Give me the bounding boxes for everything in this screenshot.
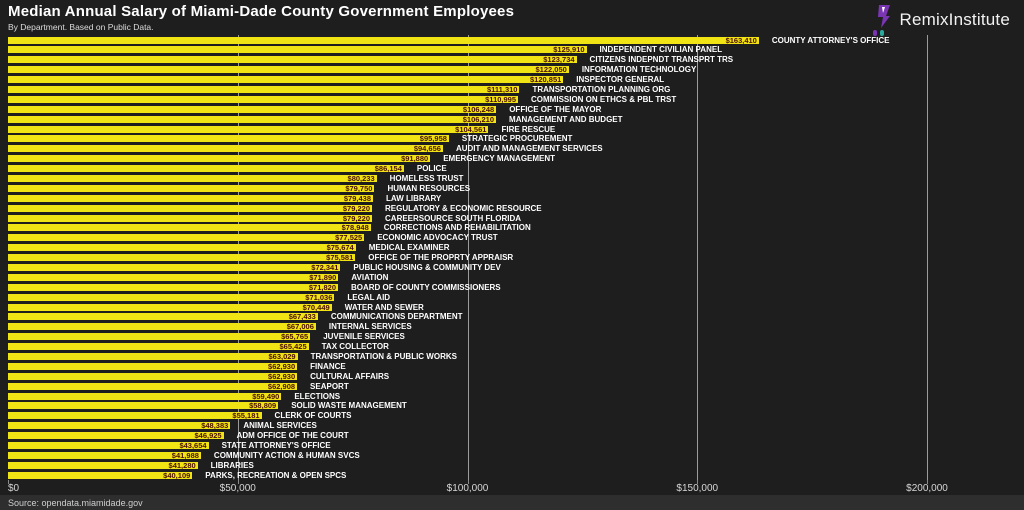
- bar-row: [8, 173, 1016, 183]
- department-label: CULTURAL AFFAIRS: [310, 371, 390, 381]
- bar-value-label: $78,948: [341, 223, 369, 233]
- salary-bar: [8, 333, 310, 340]
- bar-row: [8, 183, 1016, 193]
- department-label: MANAGEMENT AND BUDGET: [509, 114, 623, 124]
- bar-value-label: $62,908: [267, 381, 296, 391]
- page-title: Median Annual Salary of Miami-Dade County Government Employees: [8, 3, 515, 20]
- bar-row: [8, 253, 1016, 263]
- bar-value-label: $110,995: [485, 94, 517, 104]
- brand-name: RemixInstitute: [899, 10, 1010, 29]
- bar-row: [8, 391, 1016, 401]
- department-label: MEDICAL EXAMINER: [368, 243, 450, 253]
- bar-row: [8, 154, 1016, 164]
- department-label: BOARD OF COUNTY COMMISSIONERS: [351, 282, 501, 292]
- salary-bar: [8, 155, 430, 162]
- department-label: CITIZENS INDEPNDT TRANSPRT TRS: [589, 55, 734, 65]
- salary-bar: [8, 106, 496, 113]
- department-label: SOLID WASTE MANAGEMENT: [291, 401, 407, 411]
- bar-row: [8, 124, 1016, 134]
- axis-tick-label: $50,000: [219, 483, 256, 494]
- bar-value-label: $59,490: [252, 391, 280, 401]
- bar-value-label: $55,181: [232, 411, 260, 421]
- bar-value-label: $58,809: [249, 401, 277, 411]
- department-label: EMERGENCY MANAGEMENT: [443, 154, 556, 164]
- department-label: LIBRARIES: [210, 460, 254, 470]
- bar-value-label: $40,109: [163, 470, 191, 480]
- salary-bar: [8, 432, 224, 439]
- salary-bar: [8, 145, 443, 152]
- bar-value-label: $106,248: [462, 104, 495, 114]
- bar-row: [8, 164, 1016, 174]
- bar-value-label: $75,581: [326, 253, 354, 263]
- department-label: PUBLIC HOUSING & COMMUNITY DEV: [353, 262, 501, 272]
- department-label: AVIATION: [351, 272, 389, 282]
- bar-row: [8, 440, 1016, 450]
- salary-bar: [8, 412, 262, 419]
- salary-bar: [8, 37, 759, 44]
- bar-row: [8, 262, 1016, 272]
- bar-value-label: $71,036: [305, 292, 333, 302]
- salary-bar: [8, 254, 355, 261]
- axis-tick-label: $100,000: [446, 483, 489, 494]
- department-label: ANIMAL SERVICES: [243, 421, 317, 431]
- department-label: COMMUNICATIONS DEPARTMENT: [330, 312, 463, 322]
- bar-value-label: $120,851: [530, 75, 562, 85]
- salary-bar: [8, 284, 338, 291]
- department-label: WATER AND SEWER: [344, 302, 424, 312]
- bar-value-label: $122,050: [535, 65, 567, 75]
- salary-bar: [8, 76, 563, 83]
- bar-row: [8, 421, 1016, 431]
- brand-logo: [873, 4, 1010, 34]
- axis-tick-label: $0: [8, 483, 20, 494]
- bar-row: [8, 203, 1016, 213]
- salary-bar: [8, 422, 230, 429]
- bar-value-label: $163,410: [725, 35, 757, 45]
- salary-bar: [8, 373, 297, 380]
- bar-row: [8, 431, 1016, 441]
- bar-value-label: $43,654: [179, 440, 207, 450]
- department-label: OFFICE OF THE PROPRTY APPRAISR: [368, 253, 514, 263]
- bar-row: [8, 312, 1016, 322]
- bar-row: [8, 411, 1016, 421]
- department-label: HUMAN RESOURCES: [387, 183, 471, 193]
- bar-value-label: $63,029: [268, 351, 296, 361]
- salary-bar: [8, 304, 332, 311]
- axis-tick-label: $200,000: [906, 483, 948, 494]
- department-label: POLICE: [416, 164, 447, 174]
- salary-bar: [8, 363, 297, 370]
- bar-row: [8, 401, 1016, 411]
- salary-bar: [8, 224, 371, 231]
- bar-value-label: $75,674: [326, 243, 354, 253]
- bar-row: [8, 282, 1016, 292]
- department-label: ECONOMIC ADVOCACY TRUST: [377, 233, 498, 243]
- bar-value-label: $41,280: [168, 460, 196, 470]
- bar-value-label: $79,750: [345, 183, 373, 193]
- salary-bar: [8, 234, 364, 241]
- bar-value-label: $71,820: [308, 282, 336, 292]
- salary-bar: [8, 393, 281, 400]
- bar-value-label: $86,154: [374, 164, 402, 174]
- bar-row: [8, 243, 1016, 253]
- salary-bar: [8, 313, 318, 320]
- x-axis: [0, 480, 1024, 496]
- department-label: PARKS, RECREATION & OPEN SPCS: [205, 470, 347, 480]
- bar-row: [8, 114, 1016, 124]
- salary-bar: [8, 135, 449, 142]
- salary-bar: [8, 46, 587, 53]
- bar-value-label: $65,425: [279, 342, 307, 352]
- bar-row: [8, 332, 1016, 342]
- bar-row: [8, 342, 1016, 352]
- department-label: SEAPORT: [310, 381, 349, 391]
- salary-bar: [8, 215, 372, 222]
- bar-row: [8, 272, 1016, 282]
- bar-row: [8, 193, 1016, 203]
- salary-bar: [8, 66, 569, 73]
- bar-row: [8, 371, 1016, 381]
- salary-bar: [8, 126, 488, 133]
- salary-bar: [8, 343, 309, 350]
- bar-row: [8, 233, 1016, 243]
- department-label: TRANSPORTATION & PUBLIC WORKS: [310, 351, 457, 361]
- bar-value-label: $65,765: [281, 332, 309, 342]
- bar-value-label: $106,210: [462, 114, 495, 124]
- department-label: INFORMATION TECHNOLOGY: [581, 65, 697, 75]
- chart-subtitle: By Department. Based on Public Data.: [8, 22, 154, 32]
- department-label: INTERNAL SERVICES: [328, 322, 412, 332]
- bar-row: [8, 460, 1016, 470]
- salary-bar: [8, 452, 201, 459]
- bar-value-label: $79,220: [342, 213, 371, 223]
- bar-value-label: $67,433: [288, 312, 316, 322]
- bar-value-label: $72,341: [311, 262, 339, 272]
- brand-logo-icon: [873, 4, 893, 34]
- salary-bar: [8, 274, 338, 281]
- department-label: INDEPENDENT CIVILIAN PANEL: [599, 45, 723, 55]
- source-note: Source: opendata.miamidade.gov: [8, 497, 143, 508]
- bar-row: [8, 292, 1016, 302]
- bar-value-label: $48,383: [201, 421, 229, 431]
- bar-value-label: $80,233: [347, 173, 375, 183]
- department-label: CORRECTIONS AND REHABILITATION: [383, 223, 531, 233]
- department-label: TAX COLLECTOR: [321, 342, 389, 352]
- bar-row: [8, 35, 1016, 45]
- bar-row: [8, 134, 1016, 144]
- bar-row: [8, 450, 1016, 460]
- bar-row: [8, 381, 1016, 391]
- bar-row: [8, 94, 1016, 104]
- department-label: REGULATORY & ECONOMIC RESOURCE: [385, 203, 542, 213]
- department-label: CLERK OF COURTS: [274, 411, 352, 421]
- bar-value-label: $67,006: [286, 322, 314, 332]
- bar-row: [8, 213, 1016, 223]
- salary-bar: [8, 323, 316, 330]
- salary-bar: [8, 462, 198, 469]
- department-label: STRATEGIC PROCUREMENT: [461, 134, 573, 144]
- department-label: AUDIT AND MANAGEMENT SERVICES: [455, 144, 603, 154]
- department-label: COMMISSION ON ETHCS & PBL TRST: [531, 94, 677, 104]
- salary-bar: [8, 116, 496, 123]
- bar-row: [8, 84, 1016, 94]
- department-label: TRANSPORTATION PLANNING ORG: [532, 84, 671, 94]
- department-label: ELECTIONS: [294, 391, 341, 401]
- salary-bar: [8, 244, 356, 251]
- bar-value-label: $79,438: [343, 193, 372, 203]
- bar-row: [8, 223, 1016, 233]
- department-label: CAREERSOURCE SOUTH FLORIDA: [385, 213, 522, 223]
- salary-bar: [8, 294, 334, 301]
- bar-row: [8, 351, 1016, 361]
- salary-bar: [8, 205, 372, 212]
- bar-value-label: $123,734: [543, 55, 575, 65]
- department-label: LEGAL AID: [347, 292, 391, 302]
- bar-value-label: $62,930: [268, 371, 296, 381]
- bar-value-label: $104,561: [455, 124, 487, 134]
- salary-bar: [8, 185, 374, 192]
- salary-bar: [8, 383, 297, 390]
- salary-bar: [8, 402, 278, 409]
- salary-bar: [8, 472, 192, 479]
- salary-bar: [8, 56, 577, 63]
- bar-value-label: $111,310: [487, 84, 518, 94]
- footer-bar: [0, 495, 1024, 510]
- department-label: LAW LIBRARY: [386, 193, 442, 203]
- department-label: STATE ATTORNEY'S OFFICE: [221, 440, 331, 450]
- bar-value-label: $71,890: [309, 272, 337, 282]
- department-label: FIRE RESCUE: [501, 124, 556, 134]
- bar-row: [8, 361, 1016, 371]
- bar-row: [8, 65, 1016, 75]
- bar-value-label: $46,925: [194, 431, 222, 441]
- bar-value-label: $70,449: [302, 302, 330, 312]
- bar-row: [8, 470, 1016, 480]
- salary-bar: [8, 86, 519, 93]
- department-label: OFFICE OF THE MAYOR: [509, 104, 602, 114]
- bar-row: [8, 144, 1016, 154]
- bar-value-label: $91,880: [401, 154, 429, 164]
- plot-area: [8, 35, 1016, 480]
- salary-bar: [8, 264, 340, 271]
- department-label: COMMUNITY ACTION & HUMAN SVCS: [213, 450, 360, 460]
- department-label: INSPECTOR GENERAL: [576, 75, 665, 85]
- bar-value-label: $41,988: [171, 450, 199, 460]
- salary-bar: [8, 165, 404, 172]
- axis-tick-label: $150,000: [676, 483, 719, 494]
- salary-bar: [8, 353, 298, 360]
- salary-bar: [8, 175, 377, 182]
- department-label: FINANCE: [310, 361, 346, 371]
- bar-row: [8, 104, 1016, 114]
- salary-bar: [8, 195, 373, 202]
- bar-row: [8, 322, 1016, 332]
- salary-bar: [8, 96, 518, 103]
- bar-row: [8, 55, 1016, 65]
- bar-value-label: $62,930: [268, 361, 296, 371]
- bar-value-label: $125,910: [553, 45, 585, 55]
- department-label: ADM OFFICE OF THE COURT: [236, 431, 349, 441]
- salary-bar: [8, 442, 209, 449]
- bar-value-label: $95,958: [419, 134, 447, 144]
- bar-row: [8, 302, 1016, 312]
- bar-value-label: $94,656: [413, 144, 441, 154]
- department-label: COUNTY ATTORNEY'S OFFICE: [771, 35, 890, 45]
- bar-value-label: $77,525: [335, 233, 363, 243]
- bar-row: [8, 75, 1016, 85]
- bar-value-label: $79,220: [342, 203, 371, 213]
- department-label: HOMELESS TRUST: [389, 173, 464, 183]
- bar-row: [8, 45, 1016, 55]
- department-label: JUVENILE SERVICES: [323, 332, 405, 342]
